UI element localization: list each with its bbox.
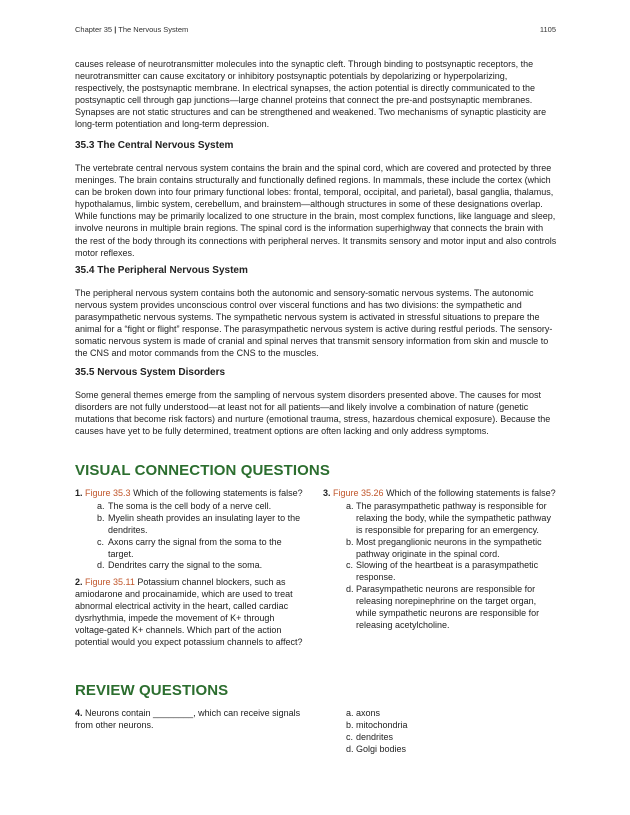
option-letter: c. xyxy=(346,560,354,571)
option-letter: b. xyxy=(346,719,354,730)
figure-link[interactable]: Figure 35.11 xyxy=(85,577,135,588)
visual-connection-heading: VISUAL CONNECTION QUESTIONS xyxy=(75,462,330,479)
question-number: 4. xyxy=(75,708,83,718)
question-2 xyxy=(75,577,307,648)
review-question-4 xyxy=(75,708,307,732)
option-text: dendrites xyxy=(356,731,394,742)
option-text: The parasympathetic pathway is responsible for relaxing the body, while the sympathetic pathway is responsible for preparing for an emergency. xyxy=(356,500,551,535)
option-letter: a. xyxy=(346,708,354,718)
question-text: Which of the following statements is false? xyxy=(383,488,556,498)
answer-options xyxy=(75,501,307,572)
option-text: axons xyxy=(356,708,381,718)
answer-option xyxy=(323,744,558,756)
chapter-title: The Nervous System xyxy=(118,25,189,34)
answer-option xyxy=(75,560,307,572)
option-letter: c. xyxy=(97,536,105,547)
question-stem xyxy=(323,488,558,500)
answer-option xyxy=(323,501,558,537)
question-number: 1. xyxy=(75,488,83,498)
section-heading-35-4: 35.4 The Peripheral Nervous System xyxy=(75,265,248,276)
option-text: Parasympathetic neurons are responsible for releasing norepinephrine on the target organ, while sympathetic neurons are responsible for releasing acetylcholine. xyxy=(356,584,540,630)
option-letter: c. xyxy=(346,731,354,742)
running-header-chapter xyxy=(75,25,188,34)
option-text: Slowing of the heartbeat is a parasympathetic response. xyxy=(356,560,539,583)
answer-option xyxy=(323,720,558,732)
answer-options xyxy=(323,501,558,632)
section-heading-35-5: 35.5 Nervous System Disorders xyxy=(75,367,226,378)
visual-questions-left-column xyxy=(75,488,307,649)
chapter-label: Chapter 35 xyxy=(75,25,113,34)
answer-option xyxy=(323,708,558,720)
option-text: Axons carry the signal from the soma to the target. xyxy=(108,536,282,559)
figure-link[interactable]: Figure 35.26 xyxy=(333,488,384,498)
answer-option xyxy=(323,584,558,632)
answer-options xyxy=(323,708,558,756)
answer-option xyxy=(75,537,307,561)
figure-link[interactable]: Figure 35.3 xyxy=(85,488,131,498)
option-letter: d. xyxy=(97,560,105,571)
question-stem xyxy=(75,488,307,500)
review-questions-heading: REVIEW QUESTIONS xyxy=(75,682,229,699)
question-text: Potassium channel blockers, such as amiodarone and procainamide, which are used to treat abnormal electrical activity in the heart, called cardiac dysrhythmia, impede the movement of K+ through voltage-gated K+ channels. Which part of the action potential would you expect potassium channels to affect? xyxy=(75,577,303,647)
section-text-35-5: Some general themes emerge from the sampling of nervous system disorders presented above. The causes for most disorders are not fully understood—at least not for all patients—and likely involve a combination of nature (genetic mutations that become risk factors) and nurture (emotional trauma, stress, hazardous chemical exposure). Because the causes have yet to be fully determined, treatment options are often lacking and only address symptoms. xyxy=(75,390,551,437)
option-text: Most preganglionic neurons in the sympathetic pathway originate in the spinal cord. xyxy=(356,536,542,559)
review-question-4-options xyxy=(323,708,558,756)
answer-option xyxy=(75,513,307,537)
option-letter: d. xyxy=(346,584,354,595)
answer-option xyxy=(323,560,558,584)
question-text: Neurons contain ________, which can receive signals from other neurons. xyxy=(75,708,301,730)
option-text: The soma is the cell body of a nerve cell. xyxy=(108,500,272,511)
question-stem xyxy=(75,577,307,648)
question-stem xyxy=(75,708,307,732)
visual-questions-right-column xyxy=(323,488,558,632)
option-text: mitochondria xyxy=(356,719,408,730)
answer-option xyxy=(323,732,558,744)
option-letter: a. xyxy=(97,500,105,511)
page-number: 1105 xyxy=(539,25,556,34)
section-text-35-3: The vertebrate central nervous system contains the brain and the spinal cord, which are covered and protected by three meninges. The brain contains structurally and functionally defined regions. In mammals, these include the cortex (which can be broken down into four primary functional lobes: frontal, temporal, occipital, and parietal), basal ganglia, thalamus, hypothalamus, limbic system, cerebellum, and brainstem—although structures in some of these designations overlap. While functions may be primarily localized to one structure in the brain, most complex functions, like language and sleep, involve neurons in multiple brain regions. The spinal cord is the information superhighway that connects the brain with the rest of the body through its connections with peripheral nerves. It transmits sensory and motor input and also controls motor reflexes. xyxy=(75,163,557,258)
option-letter: b. xyxy=(346,536,354,547)
option-text: Golgi bodies xyxy=(356,743,407,754)
question-1 xyxy=(75,488,307,572)
question-number: 3. xyxy=(323,488,331,498)
question-text: Which of the following statements is false? xyxy=(130,488,303,498)
question-number: 2. xyxy=(75,577,83,588)
option-letter: d. xyxy=(346,743,354,754)
option-text: Myelin sheath provides an insulating layer to the dendrites. xyxy=(108,512,301,535)
intro-paragraph: causes release of neurotransmitter molecules into the synaptic cleft. Through binding to postsynaptic receptors, the neurotransmitter can cause excitatory or inhibitory postsynaptic potentials by depolarizing or hyperpolarizing, respectively, the postsynaptic membrane. In electrical synapses, the action potential is directly communicated to the postsynaptic cell through gap junctions—large channel proteins that connect the pre-and postsynaptic membranes. Synapses are not static structures and can be strengthened and weakened. Two mechanisms of synaptic plasticity are long-term potentiation and long-term depression. xyxy=(75,59,547,130)
section-text-35-4: The peripheral nervous system contains both the autonomic and sensory-somatic nervous systems. The autonomic nervous system provides unconscious control over visceral functions and has two divisions: the sympathetic and parasympathetic nervous systems. The sympathetic nervous system is activated in stressful situations to prepare the animal for a “fight or flight” response. The parasympathetic nervous system is active during restful periods. The sensory-somatic nervous system is made of cranial and spinal nerves that transmit sensory information from skin and muscle to the CNS and motor commands from the CNS to the muscles. xyxy=(75,288,553,359)
header-separator: | xyxy=(114,25,117,34)
option-text: Dendrites carry the signal to the soma. xyxy=(108,560,263,571)
answer-option xyxy=(75,501,307,513)
section-heading-35-3: 35.3 The Central Nervous System xyxy=(75,140,234,151)
answer-option xyxy=(323,537,558,561)
question-3 xyxy=(323,488,558,632)
option-letter: b. xyxy=(97,512,105,523)
option-letter: a. xyxy=(346,500,354,511)
